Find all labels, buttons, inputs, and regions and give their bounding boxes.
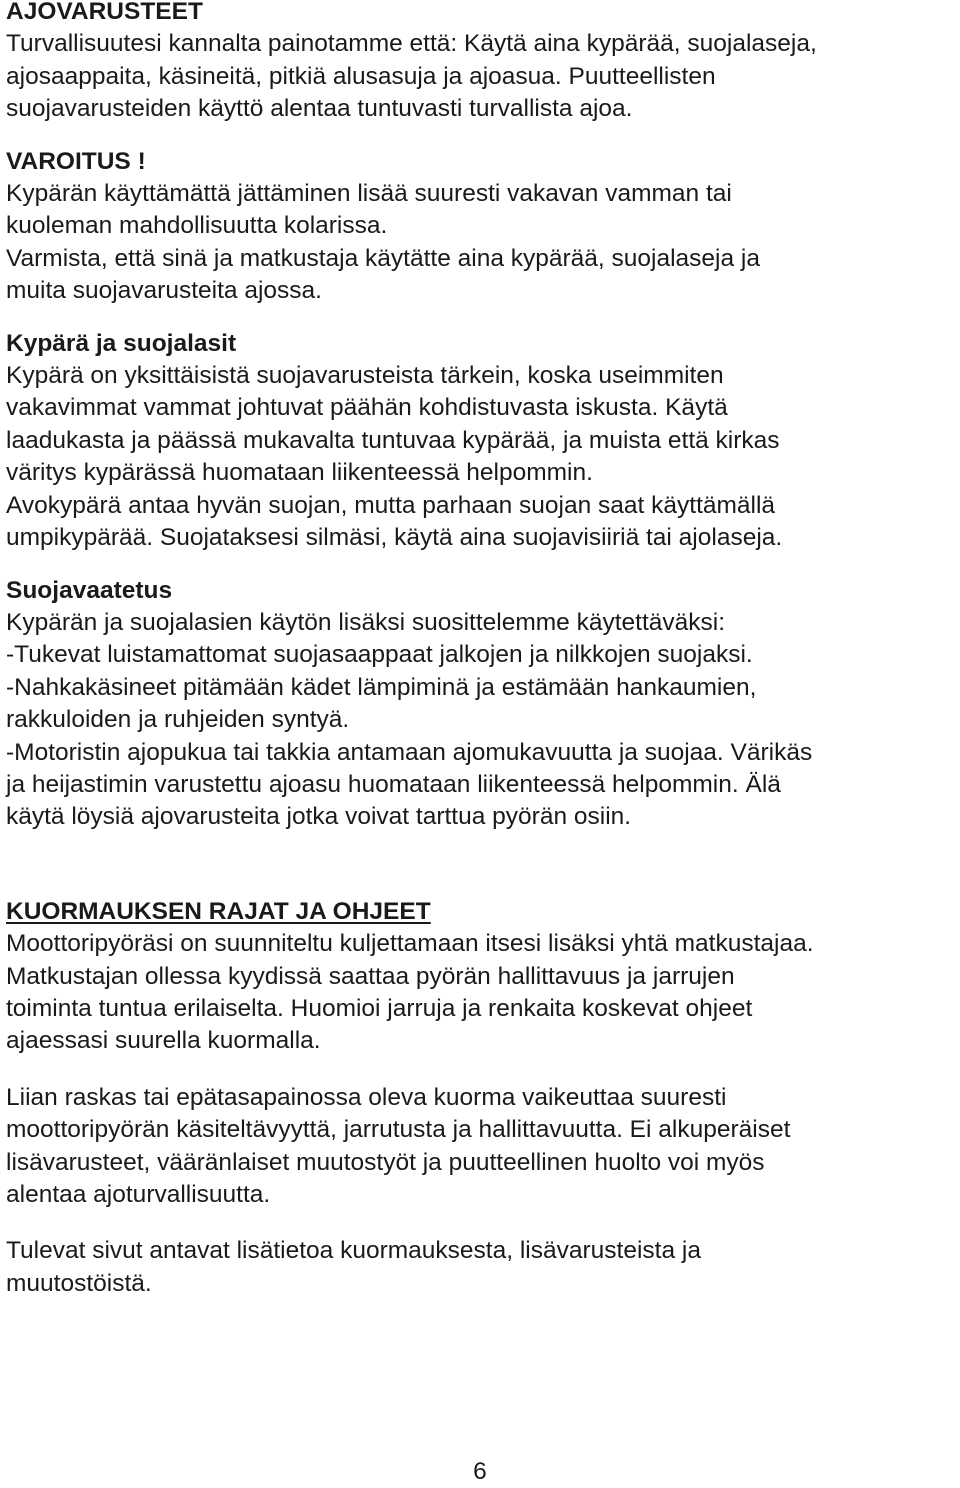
paragraph-line: Varmista, että sinä ja matkustaja käytätte aina kypärää, suojalaseja ja	[6, 244, 760, 272]
paragraph-line: Liian raskas tai epätasapainossa oleva kuorma vaikeuttaa suuresti	[6, 1083, 727, 1111]
paragraph-line: ajosaappaita, käsineitä, pitkiä alusasuja ja ajoasua. Puutteellisten	[6, 62, 716, 90]
paragraph-line: ajaessasi suurella kuormalla.	[6, 1027, 321, 1055]
paragraph-line: vakavimmat vammat johtuvat päähän kohdistuvasta iskusta. Käytä	[6, 394, 728, 422]
page-number: 6	[473, 1458, 487, 1485]
paragraph-line: alentaa ajoturvallisuutta.	[6, 1181, 271, 1208]
section-heading-kuormaus: KUORMAUKSEN RAJAT JA OHJEET	[6, 897, 431, 925]
warning-heading: VAROITUS !	[6, 147, 146, 175]
paragraph-line: väritys kypärässä huomataan liikenteessä helpommin.	[6, 459, 593, 487]
paragraph-line: toiminta tuntua erilaiselta. Huomioi jarruja ja renkaita koskevat ohjeet	[6, 994, 753, 1022]
paragraph-line: Matkustajan ollessa kyydissä saattaa pyörän hallittavuus ja jarrujen	[6, 962, 735, 990]
paragraph-line: suojavarusteiden käyttö alentaa tuntuvasti turvallista ajoa.	[6, 95, 633, 123]
paragraph-line: käytä löysiä ajovarusteita jotka voivat tarttua pyörän osiin.	[6, 803, 632, 831]
document-page	[6, 0, 956, 1300]
paragraph-line: Kypärä on yksittäisistä suojavarusteista tärkein, koska useimmiten	[6, 362, 724, 390]
paragraph-line: ja heijastimin varustettu ajoasu huomataan liikenteessä helpommin. Älä	[6, 770, 781, 798]
paragraph-line: umpikypärää. Suojataksesi silmäsi, käytä aina suojavisiiriä tai ajolaseja.	[6, 524, 783, 552]
list-item: -Motoristin ajopukua tai takkia antamaan ajomukavuutta ja suojaa. Värikäs	[6, 738, 813, 766]
paragraph-line: kuoleman mahdollisuutta kolarissa.	[6, 212, 388, 240]
paragraph-line: moottoripyörän käsiteltävyyttä, jarrutusta ja hallittavuutta. Ei alkuperäiset	[6, 1116, 791, 1144]
paragraph-line: muita suojavarusteita ajossa.	[6, 277, 322, 305]
section-heading-ajovarusteet: AJOVARUSTEET	[6, 0, 203, 25]
list-item: -Tukevat luistamattomat suojasaappaat jalkojen ja nilkkojen suojaksi.	[6, 641, 753, 669]
paragraph-line: muutostöistä.	[6, 1269, 152, 1297]
paragraph-line: Kypärän ja suojalasien käytön lisäksi suosittelemme käytettäväksi:	[6, 608, 726, 636]
paragraph-line: rakkuloiden ja ruhjeiden syntyä.	[6, 706, 350, 734]
list-item: -Nahkakäsineet pitämään kädet lämpiminä ja estämään hankaumien,	[6, 673, 757, 701]
paragraph-line: Turvallisuutesi kannalta painotamme että: Käytä aina kypärää, suojalaseja,	[6, 30, 817, 58]
section-heading-kypara: Kypärä ja suojalasit	[6, 329, 237, 357]
paragraph-line: laadukasta ja päässä mukavalta tuntuvaa kypärää, ja muista että kirkas	[6, 426, 780, 454]
paragraph-line: Kypärän käyttämättä jättäminen lisää suuresti vakavan vamman tai	[6, 180, 732, 208]
paragraph-line: Tulevat sivut antavat lisätietoa kuormauksesta, lisävarusteista ja	[6, 1237, 701, 1265]
paragraph-line: Moottoripyöräsi on suunniteltu kuljettamaan itsesi lisäksi yhtä matkustajaa.	[6, 930, 814, 958]
paragraph-line: Avokypärä antaa hyvän suojan, mutta parhaan suojan saat käyttämällä	[6, 491, 776, 519]
section-heading-suojavaatetus: Suojavaatetus	[6, 576, 173, 604]
paragraph-line: lisävarusteet, vääränlaiset muutostyöt ja puutteellinen huolto voi myös	[6, 1148, 765, 1176]
